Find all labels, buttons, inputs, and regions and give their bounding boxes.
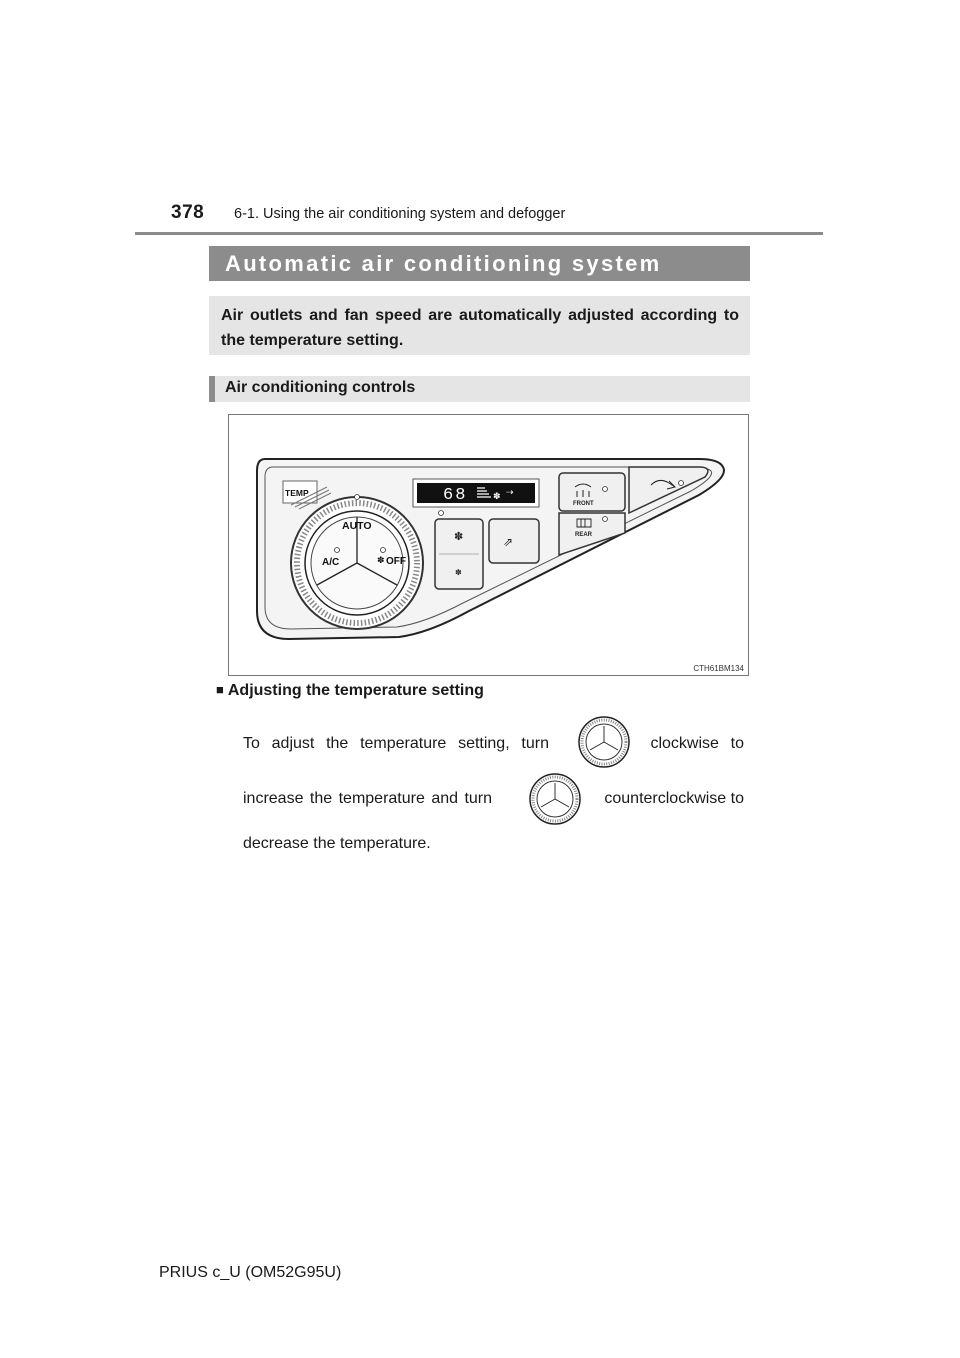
ac-label: A/C <box>322 557 340 568</box>
word: the <box>326 735 349 752</box>
page-number: 378 <box>171 202 205 223</box>
display-screen <box>417 483 535 503</box>
fan-off-icon: ✽ <box>377 555 385 565</box>
rear-indicator <box>603 517 608 522</box>
airflow-display-icon: ⇢ <box>506 487 514 497</box>
word: adjust <box>271 735 315 752</box>
recirculation-indicator <box>679 481 684 486</box>
intro-text: Air outlets and fan speed are automatically adjusted according to the temperature setting. <box>221 307 739 349</box>
main-heading: Automatic air conditioning system <box>225 251 662 276</box>
front-indicator <box>603 487 608 492</box>
rear-label: REAR <box>575 532 593 538</box>
header-rule <box>135 232 823 235</box>
footer-model-code: PRIUS c_U (OM52G95U) <box>159 1264 342 1281</box>
airflow-mode-button[interactable] <box>489 519 539 563</box>
display-digits: 68 <box>443 486 468 505</box>
sub-heading: Air conditioning controls <box>225 379 416 396</box>
word: temperature <box>360 735 447 752</box>
front-label: FRONT <box>573 501 594 507</box>
main-heading-bar <box>209 246 750 281</box>
line2-before: increase the temperature and turn <box>243 790 493 807</box>
word: clockwise <box>650 735 719 752</box>
fan-display-icon: ✽ <box>493 491 501 501</box>
word: setting, <box>458 735 510 752</box>
airflow-mode-icon: ⇗ <box>503 535 514 549</box>
figure-code: CTH61BM134 <box>693 664 744 673</box>
subsection-heading <box>216 682 484 700</box>
sub-heading-bar <box>209 376 750 402</box>
word: turn <box>521 735 549 752</box>
off-label: OFF <box>386 556 406 567</box>
display-indicator <box>439 511 444 516</box>
temp-label: TEMP <box>285 488 309 498</box>
word: to <box>730 735 744 752</box>
bullet: ■ <box>216 682 224 697</box>
fan-up-icon: ✽ <box>454 530 464 543</box>
subsection-heading-text: Adjusting the temperature setting <box>227 682 484 699</box>
body-line-3: decrease the temperature. <box>243 835 431 852</box>
intro-box <box>209 296 750 355</box>
control-panel-figure <box>228 414 749 676</box>
temperature-dial-icon <box>529 773 581 825</box>
word: To <box>243 735 260 752</box>
temperature-dial-icon <box>578 716 630 768</box>
line2-after: counterclockwise to <box>604 790 744 807</box>
control-panel-illustration <box>229 415 748 675</box>
section-title: 6-1. Using the air conditioning system and defogger <box>234 206 566 222</box>
auto-label: AUTO <box>342 520 372 532</box>
body-line-1 <box>243 735 744 753</box>
fan-down-icon: ✽ <box>455 568 462 577</box>
body-line-2 <box>243 790 744 808</box>
